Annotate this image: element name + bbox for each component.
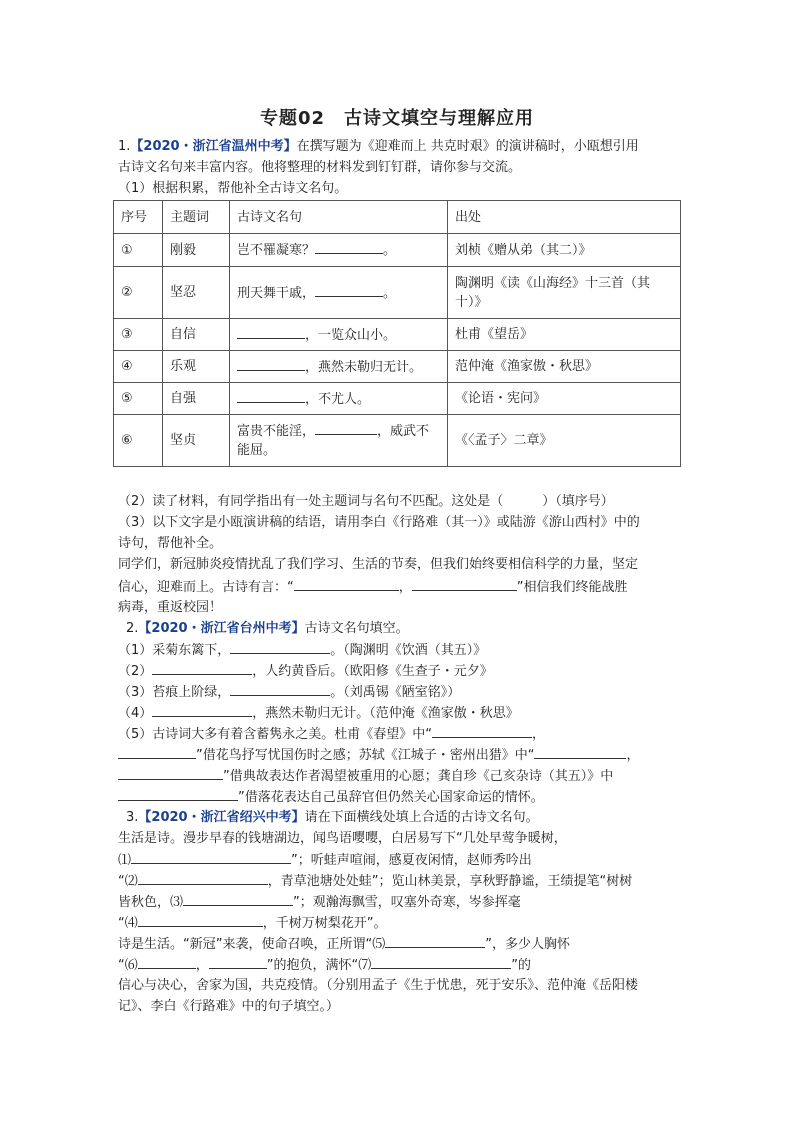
q3-text: “⑷	[118, 916, 138, 931]
q3-line7	[118, 955, 688, 976]
row-source: 杜甫《望岳》	[448, 319, 681, 351]
q1-intro-a: 在撰写题为《迎难而上 共克时艰》的演讲稿时，小瓯想引用	[296, 139, 639, 154]
table-row	[114, 415, 681, 467]
poem-table	[113, 200, 681, 467]
row-theme: 坚忍	[163, 267, 230, 319]
q3-line4	[118, 892, 688, 913]
q3-number: 3.	[126, 810, 139, 825]
q2-line1	[118, 640, 688, 661]
q1-speech-c: 病毒，重返校园！	[118, 600, 223, 615]
q3-line6	[118, 934, 688, 955]
table-row	[114, 267, 681, 319]
table-row	[114, 319, 681, 351]
q2-text: ，	[626, 748, 640, 763]
q2-intro: 古诗文名句填空。	[304, 621, 409, 636]
verse-text: 。	[383, 285, 397, 301]
q1-speech-b	[118, 577, 688, 598]
row-verse	[230, 383, 448, 415]
q3-line5	[118, 913, 688, 934]
verse-text: 岂不罹凝寒？	[237, 243, 316, 258]
q2-text: ”借落花表达自己虽辞官但仍然关心国家命运的情怀。	[238, 790, 544, 805]
table-row	[114, 383, 681, 415]
verse-text: 富贵不能淫，	[237, 424, 316, 439]
row-number: ⑥	[114, 415, 163, 467]
row-number: ②	[114, 267, 163, 319]
row-verse	[230, 319, 448, 351]
row-theme: 乐观	[163, 351, 230, 383]
q3-source-tag: 【2020・浙江省绍兴中考】	[138, 810, 305, 825]
q2-line5	[118, 724, 688, 745]
answer-blank[interactable]	[534, 745, 626, 759]
q2-text: （5）古诗词大多有着含蓄隽永之美。杜甫《春望》中“	[118, 727, 433, 742]
row-theme: 自强	[163, 383, 230, 415]
answer-blank[interactable]	[371, 955, 511, 969]
answer-blank[interactable]	[138, 871, 268, 885]
row-source: 《〈孟子〉二章》	[448, 415, 681, 467]
page-title: 专题02 古诗文填空与理解应用	[259, 108, 535, 129]
header-cell: 主题词	[163, 201, 230, 234]
q1-part3-a: （3）以下文字是小瓯演讲稿的结语，请用李白《行路难（其一）》或陆游《游山西村》中的	[118, 515, 640, 530]
q1-part3-b: 诗句，帮他补全。	[118, 536, 223, 551]
answer-blank[interactable]	[152, 661, 252, 675]
row-source: 陶渊明《读《山海经》十三首（其十）》	[448, 267, 681, 319]
verse-text: ，一览众山小。	[305, 327, 397, 343]
verse-text: ，威武不能屈。	[237, 424, 430, 458]
answer-blank[interactable]	[118, 787, 238, 801]
answer-blank[interactable]	[237, 357, 305, 371]
q2-number: 2.	[126, 621, 139, 636]
answer-blank[interactable]	[385, 934, 485, 948]
answer-blank[interactable]	[209, 955, 267, 969]
answer-blank[interactable]	[315, 421, 377, 435]
q2-line3	[118, 682, 688, 703]
q3-text: “⑵	[118, 874, 138, 889]
verse-text: ，燕然未勒归无计。	[305, 359, 423, 375]
answer-blank[interactable]	[237, 389, 305, 403]
q3-line3	[118, 871, 688, 892]
answer-blank[interactable]	[432, 724, 532, 738]
q2-text: （2）	[118, 664, 153, 679]
row-theme: 坚贞	[163, 415, 230, 467]
row-verse	[230, 351, 448, 383]
answer-blank[interactable]	[118, 766, 223, 780]
row-number: ①	[114, 234, 163, 267]
speech-text: ”相信我们终能战胜	[516, 580, 628, 595]
answer-blank[interactable]	[230, 682, 330, 696]
q2-text: ，燕然未勒归无计。（范仲淹《渔家傲・秋思》	[252, 706, 519, 721]
row-source: 范仲淹《渔家傲・秋思》	[448, 351, 681, 383]
row-number: ④	[114, 351, 163, 383]
row-number: ⑤	[114, 383, 163, 415]
answer-blank[interactable]	[118, 745, 196, 759]
row-theme: 自信	[163, 319, 230, 351]
q3-line9: 记》、李白《行路难》中的句子填空。）	[118, 999, 340, 1014]
q2-text: ”借花鸟抒写忧国伤时之感；苏轼《江城子・密州出猎》中“	[196, 748, 535, 763]
q2-line7	[118, 766, 688, 787]
table-row	[114, 234, 681, 267]
answer-blank[interactable]	[138, 913, 263, 927]
row-verse	[230, 415, 448, 467]
header-cell: 出处	[448, 201, 681, 234]
q3-text: ，青草池塘处处蛙”；览山林美景，享秋野静谧，王绩提笔“树树	[267, 874, 633, 889]
table-header-row	[114, 201, 681, 234]
q1-number: 1.	[118, 139, 131, 154]
answer-blank[interactable]	[315, 283, 383, 297]
q1-speech-a: 同学们，新冠肺炎疫情扰乱了我们学习、生活的节奏，但我们始终要相信科学的力量，坚定	[118, 557, 639, 572]
q2-text: ，	[532, 727, 546, 742]
header-cell: 序号	[114, 201, 163, 234]
header-cell: 古诗文名句	[230, 201, 448, 234]
row-verse	[230, 234, 448, 267]
answer-blank[interactable]	[315, 240, 383, 254]
q1-intro-line1	[118, 137, 688, 157]
answer-blank[interactable]	[294, 577, 399, 591]
answer-blank[interactable]	[138, 955, 196, 969]
q3-text: ”的	[511, 958, 531, 973]
q3-text: “⑹	[118, 958, 138, 973]
q2-text: ”借典故表达作者渴望被重用的心愿；龚自珍《己亥杂诗（其五）》中	[223, 769, 614, 784]
q1-source-tag: 【2020・浙江省温州中考】	[130, 139, 297, 154]
q3-text: 诗是生活。“新冠”来袭，使命召唤，正所谓“⑸	[118, 937, 386, 952]
q3-text: ，千树万树梨花开”。	[262, 916, 387, 931]
q3-text: ”，多少人胸怀	[485, 937, 570, 952]
speech-text: 信心，迎难而上。古诗有言：“	[118, 580, 294, 595]
q2-text: 。（刘禹锡《陋室铭》）	[330, 685, 461, 700]
speech-text: ，	[398, 580, 412, 595]
q2-text: （3）苔痕上阶绿，	[118, 685, 231, 700]
q3-line1: 生活是诗。漫步早春的钱塘湖边，闻鸟语嘤嘤，白居易写下“几处早莺争暖树，	[118, 831, 567, 846]
q2-line2	[118, 661, 688, 682]
q1-part1: （1）根据积累，帮他补全古诗文名句。	[118, 181, 348, 196]
q3-text: ⑴	[118, 853, 132, 868]
q2-line8	[118, 787, 688, 808]
q1-part2: （2）读了材料，有同学指出有一处主题词与名句不匹配。这处是（ ）（填序号）	[118, 494, 614, 509]
q2-text: ，人约黄昏后。（欧阳修《生查子・元夕》	[252, 664, 493, 679]
q2-line6	[118, 745, 688, 766]
verse-text: ，不尤人。	[305, 391, 371, 407]
row-source: 刘桢《赠从弟（其二）》	[448, 234, 681, 267]
answer-blank[interactable]	[131, 850, 291, 864]
q2-text: 。（陶渊明《饮酒（其五）》	[330, 643, 487, 658]
q2-source-tag: 【2020・浙江省台州中考】	[138, 621, 305, 636]
verse-text: 。	[383, 243, 397, 258]
q2-text: （4）	[118, 706, 153, 721]
row-verse	[230, 267, 448, 319]
verse-text: 刑天舞干戚，	[237, 285, 316, 301]
q3-text: 皆秋色，⑶	[118, 895, 184, 910]
q2-intro-line	[118, 619, 688, 639]
row-source: 《论语・宪问》	[448, 383, 681, 415]
q2-line4	[118, 703, 688, 724]
q3-line8: 信心与决心，舍家为国，共克疫情。（分别用孟子《生于忧患，死于安乐》、范仲淹《岳阳楼	[118, 978, 639, 993]
answer-blank[interactable]	[237, 325, 305, 339]
answer-blank[interactable]	[230, 640, 330, 654]
q3-line2	[118, 850, 688, 871]
table-row	[114, 351, 681, 383]
answer-blank[interactable]	[152, 703, 252, 717]
q2-text: （1）采菊东篱下，	[118, 643, 231, 658]
row-number: ③	[114, 319, 163, 351]
q3-intro: 请在下面横线处填上合适的古诗文名句。	[304, 810, 539, 825]
row-theme: 刚毅	[163, 234, 230, 267]
answer-blank[interactable]	[412, 577, 517, 591]
q3-text: ”；观瀚海飘雪，叹塞外奇寒，岑参挥毫	[293, 895, 521, 910]
q1-intro-b: 古诗文名句来丰富内容。他将整理的材料发到钉钉群，请你参与交流。	[118, 160, 522, 175]
q3-text: ”的抱负，满怀“⑺	[266, 958, 372, 973]
q3-text: ，	[195, 958, 209, 973]
q3-intro-line	[118, 808, 688, 828]
answer-blank[interactable]	[183, 892, 293, 906]
q3-text: ”；听蛙声喧闹，感夏夜闲情，赵师秀吟出	[291, 853, 532, 868]
